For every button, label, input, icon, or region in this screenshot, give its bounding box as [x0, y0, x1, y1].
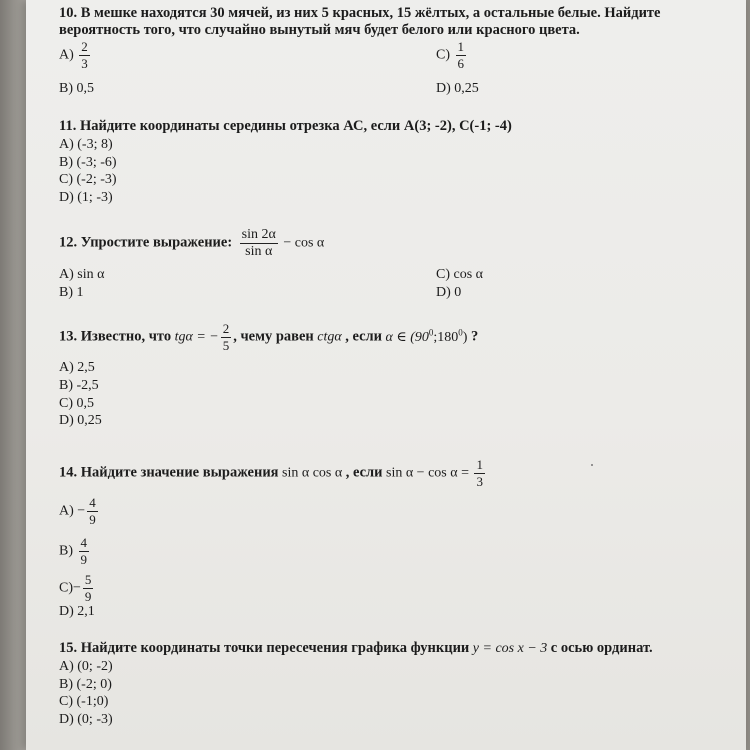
- q14-condition-fraction: [474, 458, 485, 489]
- q10-option-c-fraction: [456, 40, 467, 71]
- q12-option-d: D) 0: [436, 285, 462, 300]
- q14-option-c-numerator: 5: [84, 572, 92, 587]
- q15-option-b: B) (-2; 0): [59, 677, 112, 692]
- q14-option-c-sign: −: [73, 580, 81, 596]
- q13-denominator: 5: [222, 338, 230, 353]
- q13-option-c: C) 0,5: [59, 396, 94, 411]
- q15-option-a: A) (0; -2): [59, 659, 113, 674]
- q10-option-d: D) 0,25: [436, 81, 479, 96]
- q14-part1: 14. Найдите значение выражения: [59, 464, 279, 481]
- q12-option-c: C) cos α: [436, 267, 483, 282]
- q13-condition-mid: ;180: [433, 329, 459, 345]
- q14-option-a-denominator: 9: [89, 512, 96, 527]
- q14-option-a: [59, 496, 100, 527]
- q14-text: [59, 458, 487, 489]
- q14-option-b-numerator: 4: [80, 535, 87, 550]
- q13-part1: 13. Известно, что: [59, 328, 172, 345]
- q11-option-b: B) (-3; -6): [59, 155, 117, 170]
- q12-option-b: B) 1: [59, 285, 84, 300]
- q13-condition: [385, 327, 468, 345]
- q15-option-c: C) (-1;0): [59, 694, 109, 709]
- q14-option-d: D) 2,1: [59, 604, 95, 619]
- q12-numerator: sin 2α: [241, 227, 276, 242]
- q13-ctg: ctgα: [317, 329, 342, 345]
- q14-option-c-denominator: 9: [84, 589, 92, 604]
- q13-option-b: B) -2,5: [59, 378, 99, 393]
- q13-numerator: 2: [222, 321, 230, 336]
- q14-option-b: [59, 536, 91, 567]
- q10-option-a-label: A): [59, 47, 74, 63]
- q13-part3: , если: [345, 328, 383, 345]
- q14-expression: sin α cos α: [282, 465, 343, 481]
- q12-denominator: sin α: [245, 244, 273, 259]
- q10-option-c-denominator: 6: [457, 56, 464, 71]
- q14-part2: , если: [345, 464, 383, 481]
- q10-option-b: B) 0,5: [59, 81, 94, 96]
- q11-option-c: C) (-2; -3): [59, 172, 117, 187]
- q15-part2: с осью ординат.: [550, 640, 653, 656]
- q12-text: [59, 228, 324, 259]
- q14-option-a-label: A): [59, 503, 74, 519]
- q13-condition-end: ): [462, 329, 468, 345]
- q10-text-line2: вероятность того, что случайно вынутый мяч будет белого или красного цвета.: [59, 22, 580, 38]
- q14-option-c: [59, 573, 95, 604]
- q14-condition-denominator: 3: [476, 474, 483, 489]
- page-shadow-edge: [0, 0, 26, 750]
- q12-fraction: [240, 228, 278, 259]
- q11-text: 11. Найдите координаты середины отрезка АС, если А(3; -2), С(-1; -4): [59, 118, 512, 134]
- q15-part1: 15. Найдите координаты точки пересечения графика функции: [59, 640, 470, 656]
- q14-option-c-fraction: [83, 573, 94, 604]
- q13-tg-expression: tgα = −: [174, 329, 219, 345]
- q15-text: [59, 640, 653, 657]
- q10-option-c-label: C): [436, 47, 450, 63]
- paper-speck: [591, 464, 593, 466]
- q10-option-a-denominator: 3: [81, 56, 88, 71]
- q10-option-c-numerator: 1: [457, 39, 464, 54]
- q14-condition-numerator: 1: [476, 457, 483, 472]
- q10-option-a: [59, 40, 92, 71]
- q14-condition: sin α − cos α =: [386, 465, 469, 481]
- q12-title: 12. Упростите выражение:: [59, 234, 233, 251]
- q12-option-a: A) sin α: [59, 267, 105, 282]
- q13-part2: , чему равен: [233, 328, 314, 345]
- q13-option-d: D) 0,25: [59, 413, 102, 428]
- q13-text: [59, 322, 478, 353]
- q11-option-d: D) (1; -3): [59, 190, 113, 205]
- q13-option-a: A) 2,5: [59, 360, 95, 375]
- q10-option-c: [436, 40, 468, 71]
- worksheet-content: [59, 0, 749, 750]
- q13-question-mark: ?: [470, 328, 479, 345]
- q10-option-a-numerator: 2: [81, 39, 88, 54]
- q11-option-a: A) (-3; 8): [59, 137, 113, 152]
- q14-option-b-label: B): [59, 543, 73, 559]
- q14-option-c-label: C): [59, 580, 73, 596]
- q14-option-b-denominator: 9: [80, 552, 87, 567]
- q12-expression-tail: − cos α: [283, 235, 325, 251]
- q13-degree-1: 0: [428, 327, 434, 338]
- q13-degree-2: 0: [458, 327, 463, 338]
- q15-option-d: D) (0; -3): [59, 712, 113, 727]
- q15-function: y = cos x − 3: [472, 641, 548, 656]
- worksheet-page: [26, 0, 746, 750]
- q14-option-a-sign: −: [77, 503, 86, 519]
- q14-option-b-fraction: [79, 536, 90, 567]
- q10-option-a-fraction: [79, 40, 90, 71]
- q13-fraction: [221, 322, 232, 353]
- q14-option-a-fraction: [87, 496, 98, 527]
- q13-condition-start: α ∈ (90: [385, 329, 429, 345]
- q14-option-a-numerator: 4: [89, 495, 96, 510]
- q10-text-line1: 10. В мешке находятся 30 мячей, из них 5 красных, 15 жёлтых, а остальные белые. Найдите: [59, 5, 661, 21]
